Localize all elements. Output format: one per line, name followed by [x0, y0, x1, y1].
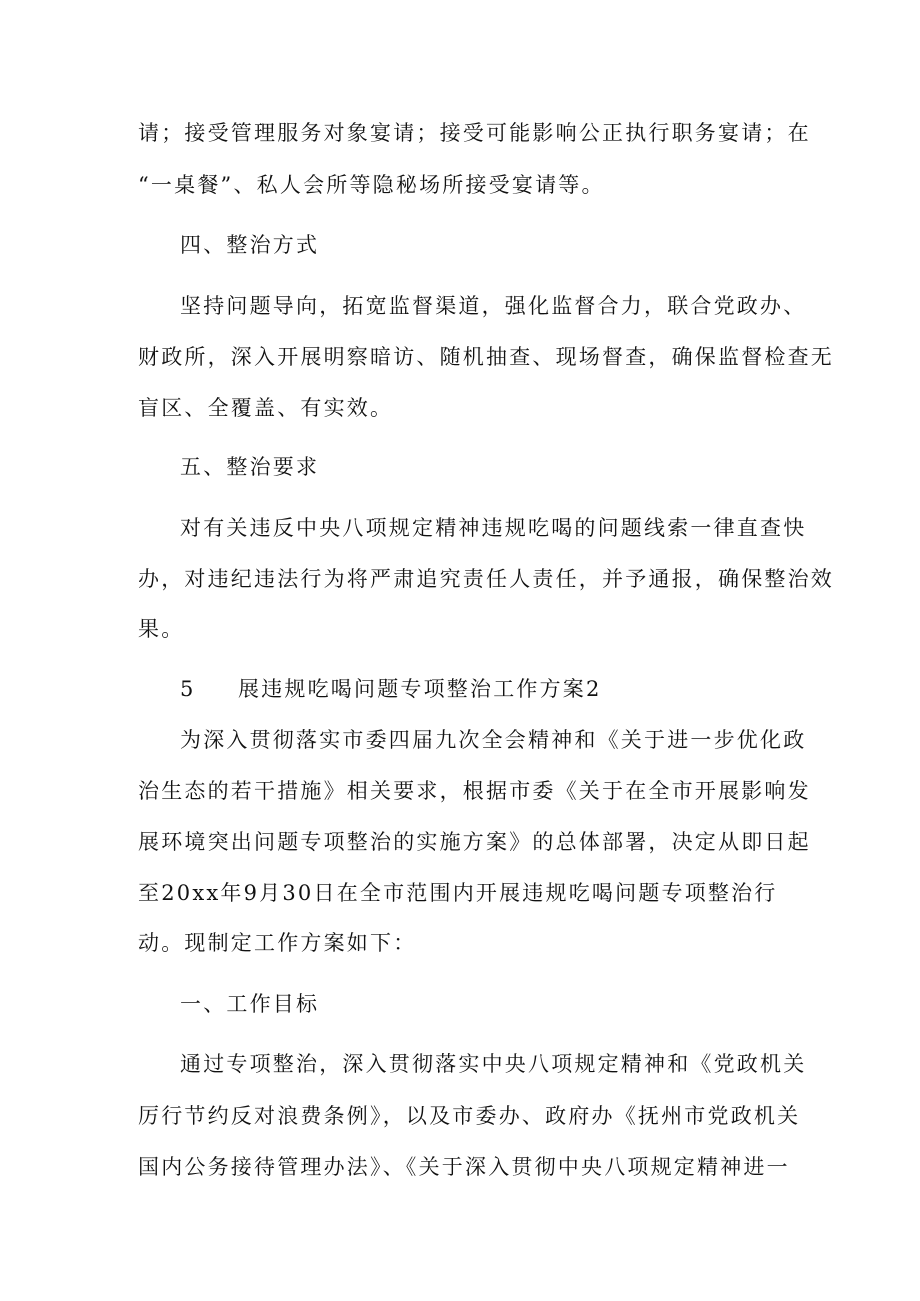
text-line: 请；接受管理服务对象宴请；接受可能影响公正执行职务宴请；在 — [138, 121, 811, 145]
text-line: “一桌餐”、私人会所等隐秘场所接受宴请等。 — [138, 173, 605, 197]
section-heading: 四、整治方式 — [180, 233, 320, 257]
text-line: 财政所，深入开展明察暗访、随机抽查、现场督查，确保监督检查无 — [138, 345, 834, 369]
text-line: 至20xx年9月30日在全市范围内开展违规吃喝问题专项整治行 — [138, 881, 778, 905]
text-line: 果。 — [138, 617, 185, 641]
text-line: 动。现制定工作方案如下： — [138, 931, 417, 955]
text-line: 治生态的若干措施》相关要求，根据市委《关于在全市开展影响发 — [138, 779, 811, 803]
text-line: 国内公务接待管理办法》、《关于深入贯彻中央八项规定精神进一 — [138, 1155, 790, 1179]
text-line: 通过专项整治，深入贯彻落实中央八项规定精神和《党政机关 — [180, 1052, 807, 1076]
text-line: 坚持问题导向，拓宽监督渠道，强化监督合力，联合党政办、 — [180, 294, 807, 318]
document-title: 展违规吃喝问题专项整治工作方案2 — [238, 677, 602, 701]
text-line: 展环境突出问题专项整治的实施方案》的总体部署，决定从即日起 — [138, 830, 811, 854]
text-line: 厉行节约反对浪费条例》，以及市委办、政府办《抚州市党政机关 — [138, 1104, 801, 1128]
text-line: 对有关违反中央八项规定精神违规吃喝的问题线索一律直查快 — [180, 516, 807, 540]
text-line: 办，对违纪违法行为将严肃追究责任人责任，并予通报，确保整治效 — [138, 567, 834, 591]
section-heading: 五、整治要求 — [180, 455, 320, 479]
section-heading: 一、工作目标 — [180, 992, 320, 1016]
text-line: 为深入贯彻落实市委四届九次全会精神和《关于进一步优化政 — [180, 728, 807, 752]
title-number: 5 — [180, 677, 196, 701]
text-line: 盲区、全覆盖、有实效。 — [138, 396, 394, 420]
